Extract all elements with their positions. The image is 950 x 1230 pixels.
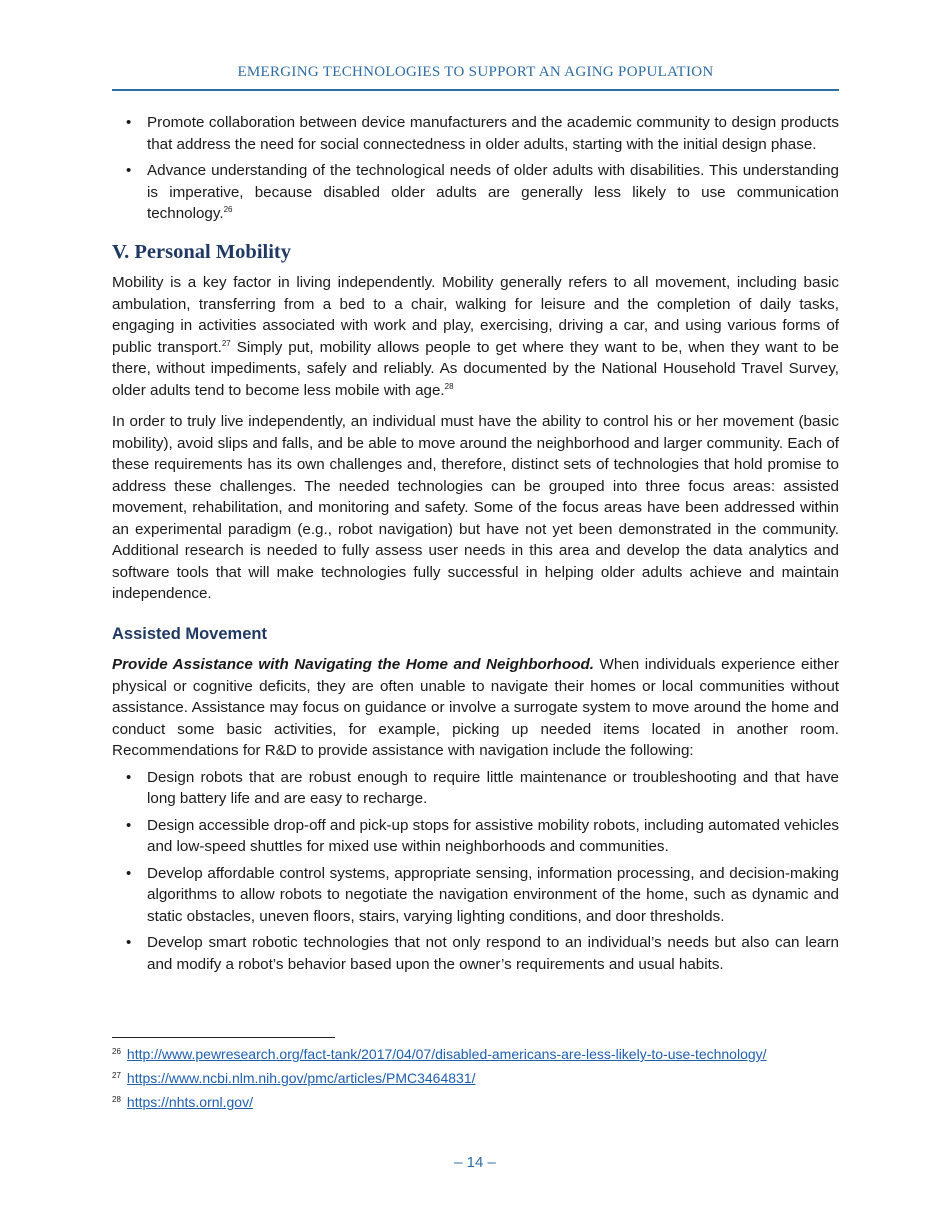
- list-item: [112, 932, 839, 975]
- paragraph-text: Mobility is a key factor in living independently. Mobility generally refers to all movement, including basic ambulation, transferring from a bed to a chair, walking for leisure and the completion of daily tasks, engaging in activities associated with work and play, exercising, driving a car, and using various forms of public transport.: [112, 274, 839, 356]
- page-number: – 14 –: [454, 1154, 496, 1171]
- subsection-heading: Assisted Movement: [112, 624, 267, 643]
- footnote-link[interactable]: https://www.ncbi.nlm.nih.gov/pmc/articles/PMC3464831/: [126, 1070, 476, 1086]
- list-item-text: Design accessible drop-off and pick-up stops for assistive mobility robots, including automated vehicles and low-speed shuttles for mixed use within neighborhoods and communities.: [147, 816, 839, 855]
- footnote-link[interactable]: https://nhts.ornl.gov/: [126, 1094, 253, 1110]
- footnotes: [112, 1045, 839, 1117]
- run-in-heading: Provide Assistance with Navigating the Home and Neighborhood.: [112, 656, 594, 673]
- list-item-text: Promote collaboration between device manufacturers and the academic community to design products that address the need for social connectedness in older adults, starting with the initial design phase.: [147, 114, 839, 153]
- header-rule: [112, 89, 839, 91]
- bullet-icon: •: [126, 864, 132, 882]
- list-item-text: Advance understanding of the technological needs of older adults with disabilities. This understanding is imperative, because disabled older adults are generally less likely to use communication technology.: [147, 162, 839, 222]
- footnote-number: 26: [112, 1047, 121, 1056]
- bullet-icon: •: [126, 162, 132, 179]
- paragraph-text: Simply put, mobility allows people to get where they want to be, when they want to be there, without impediments, safely and reliably. As documented by the National Household Travel Survey, older adults tend to become less mobile with age.: [112, 338, 839, 399]
- intro-bullet-list: [112, 112, 839, 225]
- footnote: [112, 1093, 839, 1111]
- bullet-icon: •: [126, 816, 132, 834]
- footnote-number: 28: [112, 1095, 121, 1104]
- bullet-icon: •: [126, 934, 132, 951]
- list-item: [112, 160, 839, 225]
- list-item-text: Design robots that are robust enough to require little maintenance or troubleshooting and that have long battery life and are easy to recharge.: [147, 768, 839, 807]
- paragraph-text: When individuals experience either physical or cognitive deficits, they are often unable to navigate their homes or local communities without assistance. Assistance may focus on guidance or involve a surrogate system to move around the home and conduct some basic activities, for example, picking up needed items located in another room. Recommendations for R&D to provide assistance with navigation include the following:: [112, 656, 839, 759]
- footnote-ref[interactable]: 27: [221, 338, 231, 348]
- list-item-text: Develop affordable control systems, appropriate sensing, information processing, and decision-making algorithms to allow robots to negotiate the navigation environment of the home, such as dynamic and static obstacles, uneven floors, stairs, varying lighting conditions, and door thresholds.: [147, 864, 839, 925]
- paragraph: In order to truly live independently, an individual must have the ability to control his or her movement (basic mobility), avoid slips and falls, and be able to move around the neighborhood and larger community. Each of these requirements has its own challenges and, therefore, distinct sets of technologies that hold promise to address these challenges. The needed technologies can be grouped into three focus areas: assisted movement, rehabilitation, and monitoring and safety. Some of the focus areas have been addressed within an experimental paradigm (e.g., robot navigation) but have not yet been demonstrated in the community. Additional research is needed to fully assess user needs in this area and develop the data analytics and software tools that will make technologies fully successful in helping older adults achieve and maintain independence.: [112, 413, 839, 602]
- bullet-icon: •: [126, 114, 132, 131]
- recommendation-bullet-list: [112, 767, 839, 976]
- footnote-separator: [112, 1037, 335, 1038]
- footnote-number: 27: [112, 1071, 121, 1080]
- section-heading: V. Personal Mobility: [112, 240, 291, 263]
- footnote: [112, 1045, 839, 1063]
- paragraph: [112, 272, 839, 401]
- list-item: [112, 815, 839, 858]
- paragraph: [112, 654, 839, 762]
- page-body: [112, 112, 839, 975]
- list-item: [112, 112, 839, 155]
- footnote: [112, 1069, 839, 1087]
- footnote-ref[interactable]: 28: [444, 381, 454, 391]
- running-header: EMERGING TECHNOLOGIES TO SUPPORT AN AGING POPULATION: [237, 64, 714, 80]
- bullet-icon: •: [126, 768, 132, 786]
- list-item: [112, 863, 839, 928]
- list-item-text: Develop smart robotic technologies that not only respond to an individual’s needs but also can learn and modify a robot’s behavior based upon the owner’s requirements and usual habits.: [147, 934, 839, 973]
- footnote-ref[interactable]: 26: [223, 205, 233, 214]
- footnote-link[interactable]: http://www.pewresearch.org/fact-tank/2017/04/07/disabled-americans-are-less-likely-to-use-technology/: [126, 1046, 767, 1062]
- list-item: [112, 767, 839, 810]
